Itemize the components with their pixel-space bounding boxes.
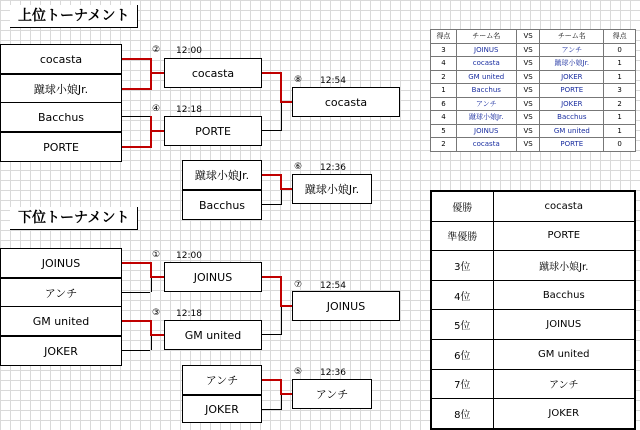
bracket-line <box>262 204 282 205</box>
match-time: 12:36 <box>320 163 346 173</box>
match-number: ⑥ <box>294 162 303 172</box>
match-time: 12:36 <box>320 368 346 378</box>
header-cell: VS <box>516 30 540 44</box>
bracket-line <box>262 72 282 74</box>
ranking-row <box>431 251 635 281</box>
team-cell: 蹴球小娘Jr. <box>540 57 604 71</box>
vs-cell: VS <box>516 97 540 111</box>
match-time: 12:54 <box>320 281 346 291</box>
vs-cell: VS <box>516 84 540 98</box>
bracket-line <box>262 276 282 278</box>
team-box: PORTE <box>0 132 122 162</box>
team-cell: 蹴球小娘Jr. <box>456 111 516 125</box>
score-cell: 3 <box>604 84 636 98</box>
rank-label: 5位 <box>431 310 493 340</box>
rank-team: GM united <box>493 339 635 369</box>
team-box: JOINUS <box>0 248 122 278</box>
match-number: ⑤ <box>294 367 303 377</box>
team-box: Bacchus <box>0 102 122 132</box>
bracket-line <box>122 292 150 293</box>
bracket-line <box>280 305 292 307</box>
bracket-line <box>122 58 150 60</box>
table-row <box>431 43 636 57</box>
table-row <box>431 124 636 138</box>
bracket-line <box>262 174 282 176</box>
bracket-line <box>281 190 282 204</box>
team-box: JOKER <box>182 395 262 423</box>
score-cell: 2 <box>431 70 457 84</box>
vs-cell: VS <box>516 138 540 152</box>
rank-team: JOKER <box>493 399 635 429</box>
ranking-table <box>430 190 636 430</box>
score-cell: 6 <box>431 97 457 111</box>
bracket-line <box>151 336 152 350</box>
header-cell: 得点 <box>431 30 457 44</box>
header-cell: チーム名 <box>456 30 516 44</box>
table-row <box>431 57 636 71</box>
ranking-row <box>431 339 635 369</box>
rank-label: 優勝 <box>431 191 493 221</box>
match-time: 12:18 <box>176 105 202 115</box>
rank-team: cocasta <box>493 191 635 221</box>
bracket-line <box>122 350 150 351</box>
bracket-line <box>262 334 282 335</box>
match-number: ⑧ <box>294 75 303 85</box>
winner-box: GM united <box>164 320 262 350</box>
header-cell: 得点 <box>604 30 636 44</box>
score-cell: 5 <box>431 124 457 138</box>
score-cell: 2 <box>604 97 636 111</box>
match-time: 12:00 <box>176 251 202 261</box>
bracket-line <box>150 72 164 74</box>
ranking-row <box>431 310 635 340</box>
vs-cell: VS <box>516 43 540 57</box>
rank-team: PORTE <box>493 221 635 251</box>
rank-label: 6位 <box>431 339 493 369</box>
rank-team: JOINUS <box>493 310 635 340</box>
team-box: 蹴球小娘Jr. <box>182 160 262 190</box>
score-cell: 1 <box>604 70 636 84</box>
team-cell: アンチ <box>456 97 516 111</box>
bracket-line <box>150 276 164 278</box>
team-cell: JOKER <box>540 97 604 111</box>
team-box: cocasta <box>0 44 122 74</box>
bracket-line <box>281 395 282 409</box>
match-time: 12:00 <box>176 46 202 56</box>
bracket-line <box>280 393 292 395</box>
bracket-line <box>280 72 282 102</box>
team-box: アンチ <box>182 365 262 395</box>
bracket-line <box>262 379 282 381</box>
bracket-line <box>151 278 152 292</box>
match-time: 12:54 <box>320 76 346 86</box>
team-cell: PORTE <box>540 138 604 152</box>
score-table <box>430 29 636 152</box>
rank-label: 3位 <box>431 251 493 281</box>
team-box: JOKER <box>0 336 122 366</box>
rank-label: 7位 <box>431 369 493 399</box>
bracket-line <box>122 88 150 90</box>
vs-cell: VS <box>516 111 540 125</box>
bracket-line <box>150 116 152 148</box>
team-cell: JOINUS <box>456 124 516 138</box>
vs-cell: VS <box>516 124 540 138</box>
team-box: 蹴球小娘Jr. <box>0 74 122 104</box>
bracket-line <box>150 334 164 336</box>
bracket-line <box>281 306 282 334</box>
score-cell: 1 <box>431 84 457 98</box>
rank-team: アンチ <box>493 369 635 399</box>
match-number: ④ <box>152 104 161 114</box>
team-cell: PORTE <box>540 84 604 98</box>
bracket-line <box>122 116 150 117</box>
score-cell: 3 <box>431 43 457 57</box>
team-cell: GM united <box>456 70 516 84</box>
score-cell: 4 <box>431 111 457 125</box>
lower-tournament-title: 下位トーナメント <box>10 207 138 230</box>
team-box: Bacchus <box>182 190 262 220</box>
rank-label: 4位 <box>431 280 493 310</box>
bracket-line <box>122 146 150 148</box>
winner-box: アンチ <box>292 379 372 409</box>
rank-team: 蹴球小娘Jr. <box>493 251 635 281</box>
table-row <box>431 70 636 84</box>
winner-box: JOINUS <box>164 262 262 292</box>
rank-label: 8位 <box>431 399 493 429</box>
match-number: ① <box>152 250 161 260</box>
vs-cell: VS <box>516 57 540 71</box>
final-winner-box: cocasta <box>292 87 400 117</box>
bracket-line <box>280 276 282 306</box>
bracket-line <box>122 262 150 264</box>
score-cell: 1 <box>604 124 636 138</box>
team-cell: JOKER <box>540 70 604 84</box>
ranking-row <box>431 280 635 310</box>
score-cell: 1 <box>604 57 636 71</box>
table-row <box>431 111 636 125</box>
winner-box: cocasta <box>164 58 262 88</box>
team-cell: Bacchus <box>456 84 516 98</box>
score-cell: 4 <box>431 57 457 71</box>
ranking-row <box>431 399 635 429</box>
score-cell: 0 <box>604 138 636 152</box>
table-row <box>431 138 636 152</box>
score-cell: 1 <box>604 111 636 125</box>
ranking-row <box>431 221 635 251</box>
winner-box: PORTE <box>164 116 262 146</box>
team-cell: cocasta <box>456 57 516 71</box>
ranking-row <box>431 369 635 399</box>
team-cell: cocasta <box>456 138 516 152</box>
bracket-line <box>280 101 292 103</box>
header-cell: チーム名 <box>540 30 604 44</box>
bracket-line <box>281 102 282 130</box>
bracket-line <box>122 320 150 322</box>
ranking-row <box>431 191 635 221</box>
match-time: 12:18 <box>176 309 202 319</box>
bracket-line <box>262 130 282 131</box>
score-cell: 2 <box>431 138 457 152</box>
vs-cell: VS <box>516 70 540 84</box>
bracket-line <box>262 409 282 410</box>
upper-tournament-title: 上位トーナメント <box>10 5 138 28</box>
team-cell: Bacchus <box>540 111 604 125</box>
team-box: アンチ <box>0 278 122 308</box>
team-box: GM united <box>0 306 122 336</box>
table-row <box>431 84 636 98</box>
team-cell: GM united <box>540 124 604 138</box>
team-cell: JOINUS <box>456 43 516 57</box>
match-number: ③ <box>152 308 161 318</box>
bracket-line <box>280 188 292 190</box>
score-table-header <box>431 30 636 44</box>
bracket-line <box>150 130 164 132</box>
table-row <box>431 97 636 111</box>
final-winner-box: JOINUS <box>292 291 400 321</box>
rank-label: 準優勝 <box>431 221 493 251</box>
bracket-line <box>150 58 152 90</box>
score-cell: 0 <box>604 43 636 57</box>
match-number: ② <box>152 45 161 55</box>
winner-box: 蹴球小娘Jr. <box>292 174 372 204</box>
rank-team: Bacchus <box>493 280 635 310</box>
team-cell: アンチ <box>540 43 604 57</box>
match-number: ⑦ <box>294 280 303 290</box>
